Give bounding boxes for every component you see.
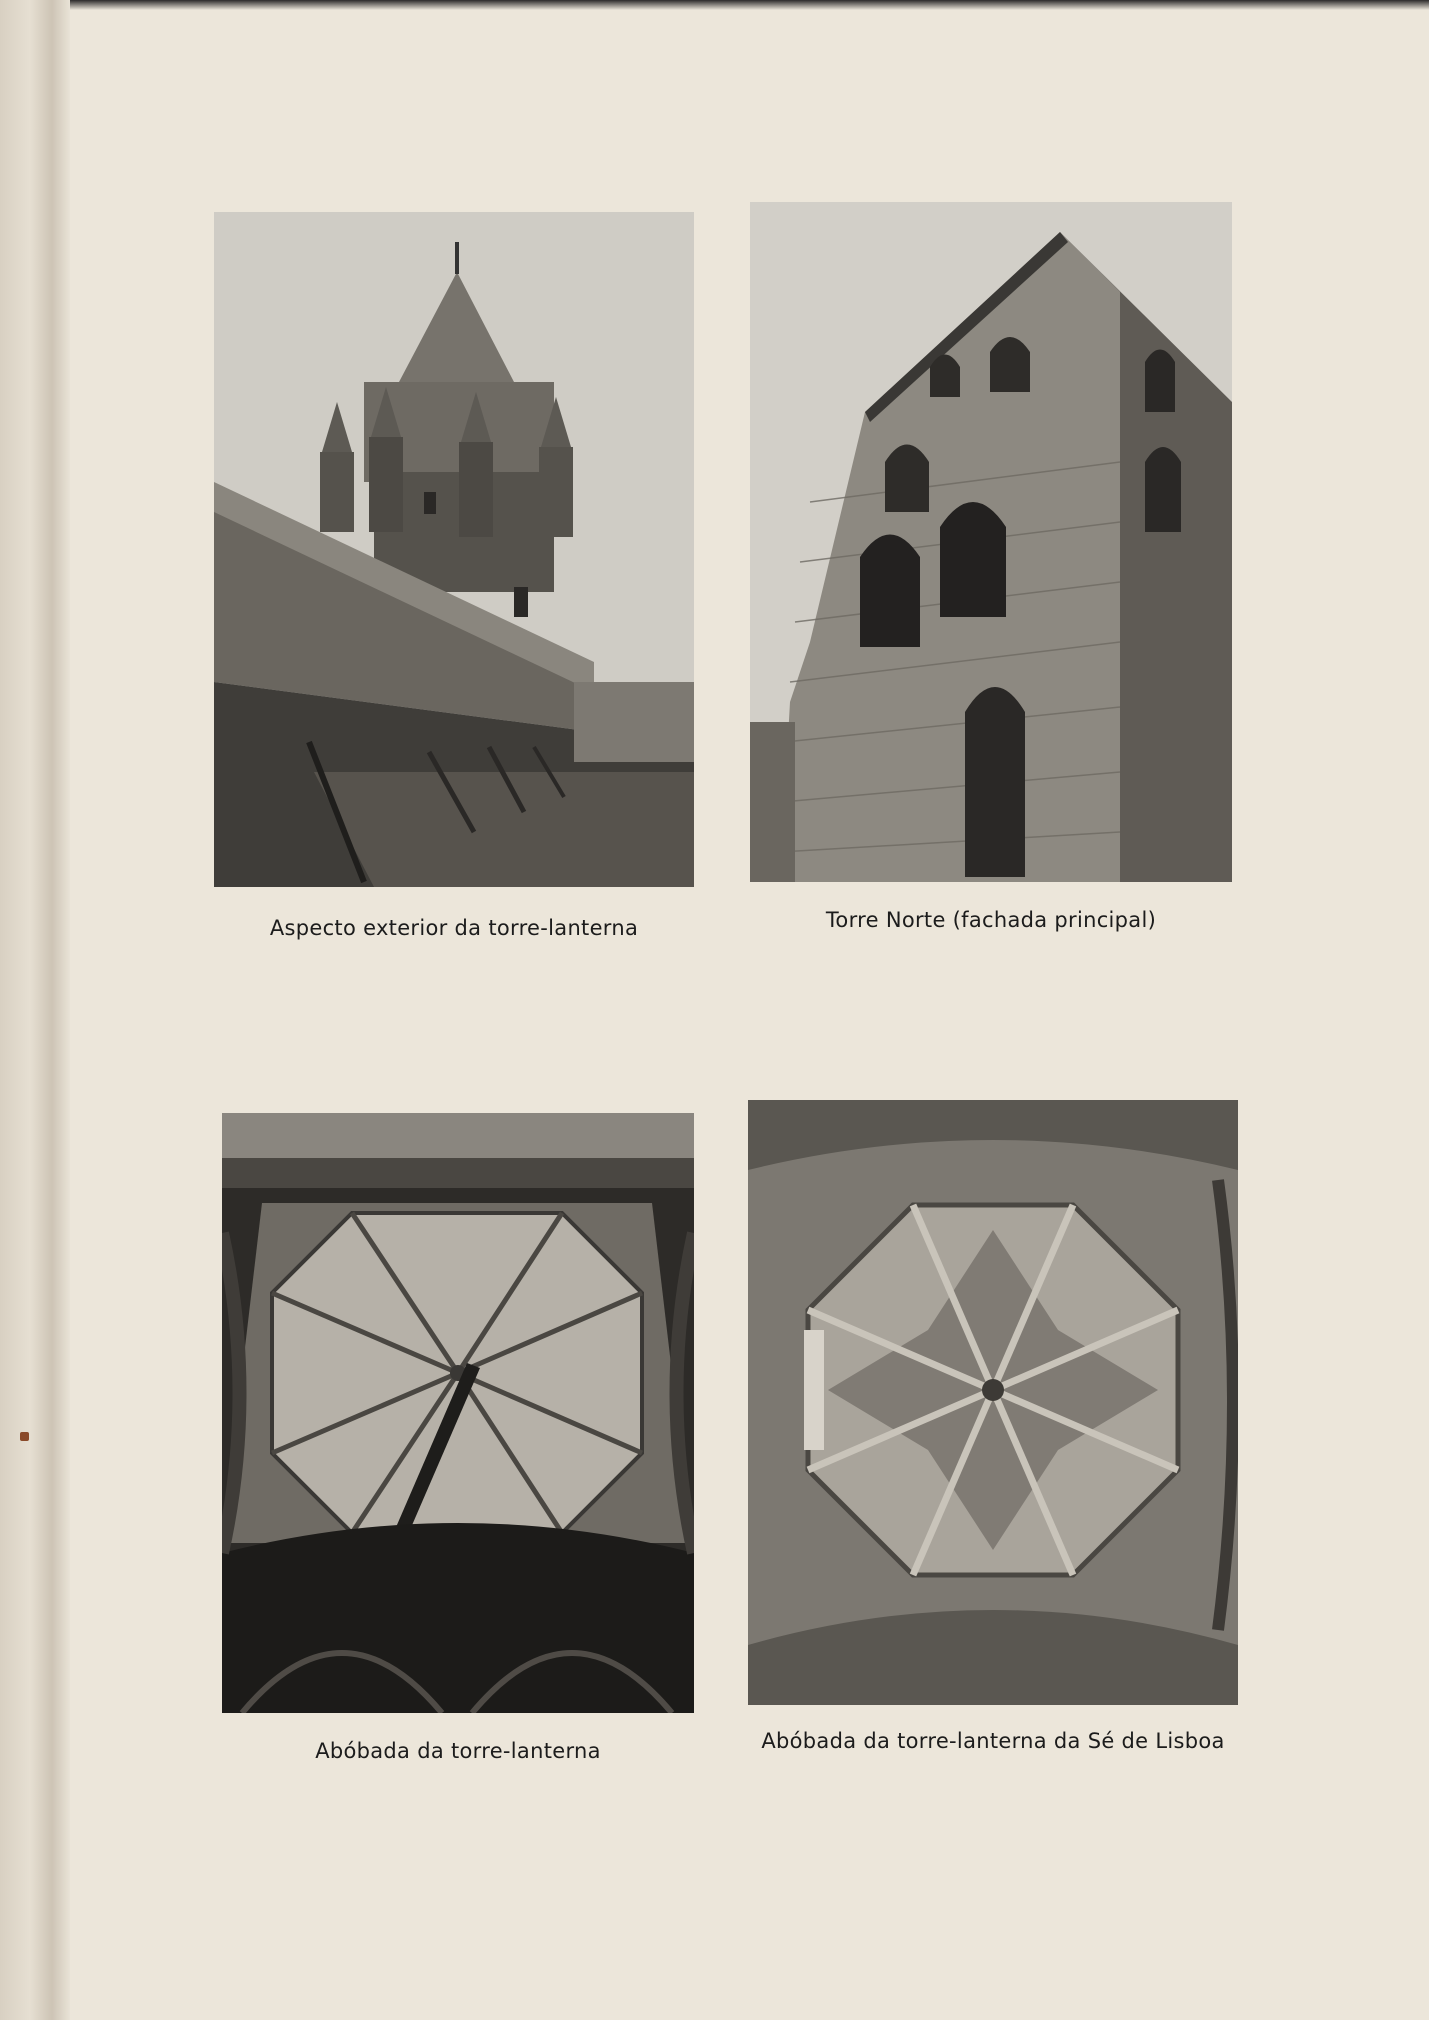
- paper-stain: [20, 1432, 29, 1441]
- caption-lisbon-cathedral-vault: Abóbada da torre-lanterna da Sé de Lisboa: [761, 1729, 1225, 1753]
- photo-lantern-tower-vault: [222, 1113, 694, 1713]
- photo-lisbon-cathedral-vault: [748, 1100, 1238, 1705]
- photo-north-tower: [750, 202, 1232, 882]
- caption-lantern-tower-vault: Abóbada da torre-lanterna: [315, 1739, 601, 1763]
- book-gutter: [0, 0, 70, 2020]
- page-edge-shadow: [0, 0, 1429, 10]
- caption-lantern-tower-exterior: Aspecto exterior da torre-lanterna: [269, 916, 639, 940]
- caption-north-tower: Torre Norte (fachada principal): [825, 908, 1157, 932]
- photo-lantern-tower-exterior: [214, 212, 694, 887]
